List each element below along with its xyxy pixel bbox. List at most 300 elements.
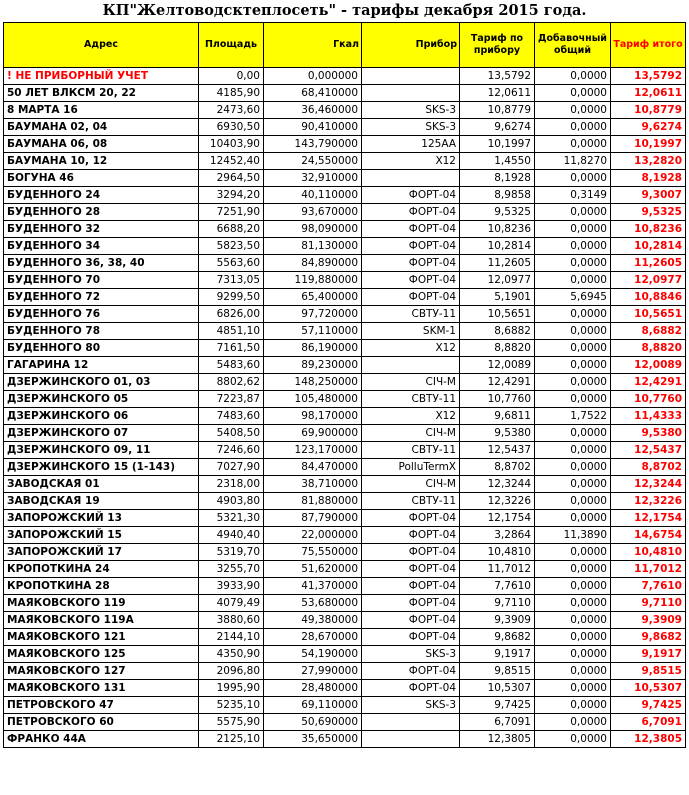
table-row xyxy=(4,306,686,323)
cell-tariff-device: 8,8702 xyxy=(460,459,535,476)
cell-area: 2964,50 xyxy=(199,170,264,187)
cell-device: ФОРТ-04 xyxy=(362,595,460,612)
cell-additional: 0,3149 xyxy=(535,187,611,204)
cell-additional: 0,0000 xyxy=(535,714,611,731)
cell-device: ФОРТ-04 xyxy=(362,204,460,221)
cell-tariff-total: 14,6754 xyxy=(611,527,686,544)
cell-tariff-device: 1,4550 xyxy=(460,153,535,170)
cell-area: 0,00 xyxy=(199,68,264,85)
cell-tariff-total: 8,6882 xyxy=(611,323,686,340)
cell-area: 5823,50 xyxy=(199,238,264,255)
cell-address: МАЯКОВСКОГО 125 xyxy=(4,646,199,663)
cell-area: 2318,00 xyxy=(199,476,264,493)
cell-tariff-total: 9,1917 xyxy=(611,646,686,663)
cell-tariff-total: 12,3244 xyxy=(611,476,686,493)
cell-additional: 0,0000 xyxy=(535,476,611,493)
cell-tariff-device: 6,7091 xyxy=(460,714,535,731)
cell-tariff-device: 7,7610 xyxy=(460,578,535,595)
cell-additional: 0,0000 xyxy=(535,340,611,357)
cell-address: ЗАПОРОЖСКИЙ 15 xyxy=(4,527,199,544)
cell-tariff-device: 9,7425 xyxy=(460,697,535,714)
cell-gcal: 98,090000 xyxy=(264,221,362,238)
table-row xyxy=(4,714,686,731)
cell-address: МАЯКОВСКОГО 119 xyxy=(4,595,199,612)
table-row xyxy=(4,510,686,527)
cell-address: 50 ЛЕТ ВЛКСМ 20, 22 xyxy=(4,85,199,102)
cell-gcal: 81,880000 xyxy=(264,493,362,510)
cell-device: СІЧ-М xyxy=(362,374,460,391)
table-row xyxy=(4,221,686,238)
cell-area: 6688,20 xyxy=(199,221,264,238)
cell-address: ДЗЕРЖИНСКОГО 05 xyxy=(4,391,199,408)
cell-additional: 0,0000 xyxy=(535,442,611,459)
cell-address: КРОПОТКИНА 28 xyxy=(4,578,199,595)
table-row xyxy=(4,204,686,221)
cell-additional: 0,0000 xyxy=(535,323,611,340)
cell-tariff-total: 13,5792 xyxy=(611,68,686,85)
cell-additional: 0,0000 xyxy=(535,697,611,714)
cell-gcal: 90,410000 xyxy=(264,119,362,136)
cell-area: 6930,50 xyxy=(199,119,264,136)
cell-additional: 0,0000 xyxy=(535,272,611,289)
cell-device: СІЧ-М xyxy=(362,476,460,493)
header-tariff-device: Тариф по прибору xyxy=(460,23,535,68)
cell-gcal: 97,720000 xyxy=(264,306,362,323)
cell-address: МАЯКОВСКОГО 131 xyxy=(4,680,199,697)
cell-area: 2125,10 xyxy=(199,731,264,748)
cell-gcal: 84,890000 xyxy=(264,255,362,272)
cell-gcal: 36,460000 xyxy=(264,102,362,119)
cell-address: ЗАВОДСКАЯ 01 xyxy=(4,476,199,493)
cell-tariff-device: 8,1928 xyxy=(460,170,535,187)
cell-tariff-device: 9,3909 xyxy=(460,612,535,629)
cell-gcal: 87,790000 xyxy=(264,510,362,527)
cell-device: ФОРТ-04 xyxy=(362,510,460,527)
cell-tariff-device: 9,5325 xyxy=(460,204,535,221)
cell-device xyxy=(362,85,460,102)
cell-tariff-total: 12,5437 xyxy=(611,442,686,459)
cell-tariff-device: 13,5792 xyxy=(460,68,535,85)
table-row xyxy=(4,408,686,425)
cell-additional: 0,0000 xyxy=(535,136,611,153)
cell-gcal: 41,370000 xyxy=(264,578,362,595)
cell-gcal: 119,880000 xyxy=(264,272,362,289)
cell-device: ФОРТ-04 xyxy=(362,680,460,697)
cell-address: ДЗЕРЖИНСКОГО 07 xyxy=(4,425,199,442)
cell-device: X12 xyxy=(362,408,460,425)
cell-gcal: 65,400000 xyxy=(264,289,362,306)
cell-additional: 0,0000 xyxy=(535,204,611,221)
cell-area: 2473,60 xyxy=(199,102,264,119)
cell-gcal: 98,170000 xyxy=(264,408,362,425)
cell-area: 3294,20 xyxy=(199,187,264,204)
cell-area: 1995,90 xyxy=(199,680,264,697)
cell-address: БУДЕННОГО 80 xyxy=(4,340,199,357)
cell-device: SKS-3 xyxy=(362,102,460,119)
cell-tariff-device: 8,9858 xyxy=(460,187,535,204)
table-row xyxy=(4,493,686,510)
cell-tariff-device: 10,8779 xyxy=(460,102,535,119)
cell-gcal: 69,900000 xyxy=(264,425,362,442)
cell-additional: 0,0000 xyxy=(535,731,611,748)
cell-additional: 0,0000 xyxy=(535,119,611,136)
cell-gcal: 148,250000 xyxy=(264,374,362,391)
cell-gcal: 22,000000 xyxy=(264,527,362,544)
cell-tariff-total: 9,7110 xyxy=(611,595,686,612)
cell-tariff-device: 10,5651 xyxy=(460,306,535,323)
cell-area: 4350,90 xyxy=(199,646,264,663)
cell-gcal: 69,110000 xyxy=(264,697,362,714)
cell-address: БОГУНА 46 xyxy=(4,170,199,187)
cell-device xyxy=(362,170,460,187)
cell-tariff-total: 10,5307 xyxy=(611,680,686,697)
cell-device: PolluTermX xyxy=(362,459,460,476)
cell-area: 7251,90 xyxy=(199,204,264,221)
cell-tariff-device: 9,7110 xyxy=(460,595,535,612)
cell-gcal: 143,790000 xyxy=(264,136,362,153)
cell-gcal: 84,470000 xyxy=(264,459,362,476)
cell-address: БУДЕННОГО 78 xyxy=(4,323,199,340)
cell-tariff-device: 11,7012 xyxy=(460,561,535,578)
cell-gcal: 40,110000 xyxy=(264,187,362,204)
table-row xyxy=(4,391,686,408)
table-row xyxy=(4,527,686,544)
cell-address: ЗАПОРОЖСКИЙ 13 xyxy=(4,510,199,527)
cell-additional: 0,0000 xyxy=(535,306,611,323)
cell-area: 8802,62 xyxy=(199,374,264,391)
cell-tariff-total: 9,7425 xyxy=(611,697,686,714)
table-row xyxy=(4,136,686,153)
cell-gcal: 57,110000 xyxy=(264,323,362,340)
cell-tariff-total: 9,3909 xyxy=(611,612,686,629)
cell-area: 5319,70 xyxy=(199,544,264,561)
cell-additional: 11,8270 xyxy=(535,153,611,170)
cell-address: МАЯКОВСКОГО 119А xyxy=(4,612,199,629)
table-row xyxy=(4,612,686,629)
cell-tariff-device: 5,1901 xyxy=(460,289,535,306)
cell-gcal: 105,480000 xyxy=(264,391,362,408)
cell-device: СВТУ-11 xyxy=(362,391,460,408)
cell-address: ЗАВОДСКАЯ 19 xyxy=(4,493,199,510)
cell-gcal: 86,190000 xyxy=(264,340,362,357)
cell-address: ДЗЕРЖИНСКОГО 09, 11 xyxy=(4,442,199,459)
cell-tariff-device: 12,3805 xyxy=(460,731,535,748)
cell-device xyxy=(362,731,460,748)
table-row xyxy=(4,187,686,204)
cell-tariff-total: 12,1754 xyxy=(611,510,686,527)
cell-additional: 0,0000 xyxy=(535,646,611,663)
table-row xyxy=(4,731,686,748)
cell-device: X12 xyxy=(362,340,460,357)
table-row xyxy=(4,238,686,255)
cell-address: ДЗЕРЖИНСКОГО 15 (1-143) xyxy=(4,459,199,476)
cell-area: 2144,10 xyxy=(199,629,264,646)
table-row xyxy=(4,663,686,680)
cell-tariff-device: 9,8682 xyxy=(460,629,535,646)
cell-address: ФРАНКО 44А xyxy=(4,731,199,748)
cell-tariff-device: 9,1917 xyxy=(460,646,535,663)
cell-tariff-device: 9,6811 xyxy=(460,408,535,425)
table-row xyxy=(4,255,686,272)
table-row xyxy=(4,289,686,306)
table-row xyxy=(4,459,686,476)
cell-address: ПЕТРОВСКОГО 60 xyxy=(4,714,199,731)
cell-tariff-total: 10,2814 xyxy=(611,238,686,255)
cell-tariff-total: 10,8846 xyxy=(611,289,686,306)
cell-area: 3880,60 xyxy=(199,612,264,629)
cell-area: 5563,60 xyxy=(199,255,264,272)
cell-area: 4851,10 xyxy=(199,323,264,340)
cell-tariff-device: 10,2814 xyxy=(460,238,535,255)
cell-tariff-total: 13,2820 xyxy=(611,153,686,170)
cell-tariff-device: 10,7760 xyxy=(460,391,535,408)
cell-additional: 11,3890 xyxy=(535,527,611,544)
table-header-row xyxy=(4,23,686,68)
table-row xyxy=(4,697,686,714)
cell-tariff-total: 8,8820 xyxy=(611,340,686,357)
cell-area: 5321,30 xyxy=(199,510,264,527)
cell-address: БУДЕННОГО 70 xyxy=(4,272,199,289)
cell-area: 4940,40 xyxy=(199,527,264,544)
cell-tariff-device: 9,8515 xyxy=(460,663,535,680)
cell-additional: 0,0000 xyxy=(535,680,611,697)
table-row xyxy=(4,272,686,289)
cell-device: SKM-1 xyxy=(362,323,460,340)
cell-tariff-device: 9,6274 xyxy=(460,119,535,136)
cell-additional: 0,0000 xyxy=(535,221,611,238)
table-row xyxy=(4,323,686,340)
cell-gcal: 54,190000 xyxy=(264,646,362,663)
table-row xyxy=(4,680,686,697)
cell-address: БАУМАНА 10, 12 xyxy=(4,153,199,170)
cell-gcal: 68,410000 xyxy=(264,85,362,102)
cell-additional: 0,0000 xyxy=(535,238,611,255)
cell-area: 6826,00 xyxy=(199,306,264,323)
cell-gcal: 53,680000 xyxy=(264,595,362,612)
cell-device: X12 xyxy=(362,153,460,170)
cell-tariff-device: 12,0977 xyxy=(460,272,535,289)
cell-area: 5235,10 xyxy=(199,697,264,714)
cell-tariff-device: 3,2864 xyxy=(460,527,535,544)
cell-device: ФОРТ-04 xyxy=(362,663,460,680)
cell-additional: 0,0000 xyxy=(535,595,611,612)
cell-area: 10403,90 xyxy=(199,136,264,153)
cell-device xyxy=(362,68,460,85)
table-row xyxy=(4,442,686,459)
cell-additional: 0,0000 xyxy=(535,493,611,510)
page-title: КП"Желтоводсктеплосеть" - тарифы декабря 2015 года. xyxy=(102,2,587,19)
cell-address: КРОПОТКИНА 24 xyxy=(4,561,199,578)
cell-gcal: 0,000000 xyxy=(264,68,362,85)
cell-additional: 0,0000 xyxy=(535,102,611,119)
cell-device: ФОРТ-04 xyxy=(362,629,460,646)
cell-additional: 0,0000 xyxy=(535,68,611,85)
cell-additional: 0,0000 xyxy=(535,459,611,476)
cell-additional: 0,0000 xyxy=(535,629,611,646)
cell-tariff-total: 9,5380 xyxy=(611,425,686,442)
cell-tariff-device: 10,4810 xyxy=(460,544,535,561)
table-row xyxy=(4,425,686,442)
cell-area: 7223,87 xyxy=(199,391,264,408)
cell-address: БУДЕННОГО 32 xyxy=(4,221,199,238)
cell-area: 5483,60 xyxy=(199,357,264,374)
cell-address: ЗАПОРОЖСКИЙ 17 xyxy=(4,544,199,561)
cell-additional: 0,0000 xyxy=(535,391,611,408)
cell-gcal: 89,230000 xyxy=(264,357,362,374)
cell-tariff-total: 9,3007 xyxy=(611,187,686,204)
cell-area: 3933,90 xyxy=(199,578,264,595)
cell-area: 7027,90 xyxy=(199,459,264,476)
cell-gcal: 38,710000 xyxy=(264,476,362,493)
cell-device: ФОРТ-04 xyxy=(362,187,460,204)
cell-gcal: 93,670000 xyxy=(264,204,362,221)
cell-device: ФОРТ-04 xyxy=(362,255,460,272)
cell-tariff-total: 8,8702 xyxy=(611,459,686,476)
cell-tariff-device: 11,2605 xyxy=(460,255,535,272)
cell-device: ФОРТ-04 xyxy=(362,612,460,629)
cell-tariff-total: 12,3226 xyxy=(611,493,686,510)
cell-gcal: 24,550000 xyxy=(264,153,362,170)
cell-tariff-device: 10,8236 xyxy=(460,221,535,238)
table-row xyxy=(4,153,686,170)
cell-gcal: 75,550000 xyxy=(264,544,362,561)
cell-address: БУДЕННОГО 36, 38, 40 xyxy=(4,255,199,272)
cell-address: БУДЕННОГО 72 xyxy=(4,289,199,306)
cell-tariff-total: 9,5325 xyxy=(611,204,686,221)
cell-area: 7313,05 xyxy=(199,272,264,289)
cell-tariff-total: 8,1928 xyxy=(611,170,686,187)
cell-address: БАУМАНА 02, 04 xyxy=(4,119,199,136)
cell-address: БУДЕННОГО 28 xyxy=(4,204,199,221)
cell-tariff-total: 6,7091 xyxy=(611,714,686,731)
table-row xyxy=(4,646,686,663)
cell-area: 4903,80 xyxy=(199,493,264,510)
cell-gcal: 28,670000 xyxy=(264,629,362,646)
cell-gcal: 123,170000 xyxy=(264,442,362,459)
cell-device: ФОРТ-04 xyxy=(362,527,460,544)
cell-address: МАЯКОВСКОГО 127 xyxy=(4,663,199,680)
header-area: Площадь xyxy=(199,23,264,68)
table-row xyxy=(4,578,686,595)
cell-area: 7483,60 xyxy=(199,408,264,425)
table-row xyxy=(4,595,686,612)
cell-gcal: 50,690000 xyxy=(264,714,362,731)
cell-tariff-device: 12,3244 xyxy=(460,476,535,493)
cell-additional: 0,0000 xyxy=(535,578,611,595)
cell-tariff-device: 12,3226 xyxy=(460,493,535,510)
cell-additional: 0,0000 xyxy=(535,510,611,527)
cell-address: ПЕТРОВСКОГО 47 xyxy=(4,697,199,714)
cell-tariff-total: 10,4810 xyxy=(611,544,686,561)
cell-address: ДЗЕРЖИНСКОГО 06 xyxy=(4,408,199,425)
cell-device: 125AA xyxy=(362,136,460,153)
cell-tariff-total: 12,0089 xyxy=(611,357,686,374)
cell-tariff-total: 10,5651 xyxy=(611,306,686,323)
cell-tariff-total: 9,6274 xyxy=(611,119,686,136)
cell-tariff-device: 8,8820 xyxy=(460,340,535,357)
cell-additional: 0,0000 xyxy=(535,425,611,442)
table-row xyxy=(4,68,686,85)
cell-address: БАУМАНА 06, 08 xyxy=(4,136,199,153)
cell-address: ! НЕ ПРИБОРНЫЙ УЧЕТ xyxy=(4,68,199,85)
cell-area: 12452,40 xyxy=(199,153,264,170)
cell-area: 7161,50 xyxy=(199,340,264,357)
cell-device xyxy=(362,714,460,731)
header-address: Адрес xyxy=(4,23,199,68)
cell-device: ФОРТ-04 xyxy=(362,561,460,578)
cell-gcal: 51,620000 xyxy=(264,561,362,578)
cell-tariff-total: 12,4291 xyxy=(611,374,686,391)
cell-additional: 0,0000 xyxy=(535,357,611,374)
cell-additional: 0,0000 xyxy=(535,663,611,680)
cell-additional: 0,0000 xyxy=(535,544,611,561)
table-row xyxy=(4,544,686,561)
cell-address: БУДЕННОГО 24 xyxy=(4,187,199,204)
table-row xyxy=(4,119,686,136)
header-device: Прибор xyxy=(362,23,460,68)
header-additional: Добавочный общий xyxy=(535,23,611,68)
cell-tariff-device: 8,6882 xyxy=(460,323,535,340)
table-row xyxy=(4,374,686,391)
cell-gcal: 28,480000 xyxy=(264,680,362,697)
cell-device: ФОРТ-04 xyxy=(362,238,460,255)
cell-gcal: 81,130000 xyxy=(264,238,362,255)
cell-tariff-total: 9,8682 xyxy=(611,629,686,646)
cell-area: 5575,90 xyxy=(199,714,264,731)
cell-area: 4079,49 xyxy=(199,595,264,612)
cell-tariff-device: 12,1754 xyxy=(460,510,535,527)
cell-device xyxy=(362,357,460,374)
cell-address: БУДЕННОГО 34 xyxy=(4,238,199,255)
cell-tariff-total: 9,8515 xyxy=(611,663,686,680)
cell-tariff-total: 12,3805 xyxy=(611,731,686,748)
cell-device: СВТУ-11 xyxy=(362,493,460,510)
cell-tariff-total: 11,4333 xyxy=(611,408,686,425)
cell-address: ГАГАРИНА 12 xyxy=(4,357,199,374)
cell-additional: 0,0000 xyxy=(535,255,611,272)
cell-address: МАЯКОВСКОГО 121 xyxy=(4,629,199,646)
table-row xyxy=(4,85,686,102)
cell-gcal: 32,910000 xyxy=(264,170,362,187)
cell-additional: 1,7522 xyxy=(535,408,611,425)
cell-tariff-total: 10,7760 xyxy=(611,391,686,408)
cell-tariff-device: 12,0611 xyxy=(460,85,535,102)
cell-tariff-device: 10,1997 xyxy=(460,136,535,153)
cell-area: 9299,50 xyxy=(199,289,264,306)
cell-tariff-total: 10,8779 xyxy=(611,102,686,119)
table-row xyxy=(4,340,686,357)
cell-device: SKS-3 xyxy=(362,119,460,136)
cell-area: 7246,60 xyxy=(199,442,264,459)
cell-tariff-total: 7,7610 xyxy=(611,578,686,595)
cell-device: СВТУ-11 xyxy=(362,306,460,323)
cell-tariff-total: 11,2605 xyxy=(611,255,686,272)
cell-additional: 0,0000 xyxy=(535,374,611,391)
cell-address: БУДЕННОГО 76 xyxy=(4,306,199,323)
cell-area: 4185,90 xyxy=(199,85,264,102)
cell-tariff-total: 10,8236 xyxy=(611,221,686,238)
cell-device: ФОРТ-04 xyxy=(362,544,460,561)
cell-gcal: 35,650000 xyxy=(264,731,362,748)
cell-area: 5408,50 xyxy=(199,425,264,442)
cell-tariff-total: 11,7012 xyxy=(611,561,686,578)
cell-tariff-device: 12,5437 xyxy=(460,442,535,459)
cell-gcal: 49,380000 xyxy=(264,612,362,629)
cell-additional: 0,0000 xyxy=(535,85,611,102)
table-row xyxy=(4,629,686,646)
cell-tariff-device: 12,0089 xyxy=(460,357,535,374)
cell-tariff-device: 9,5380 xyxy=(460,425,535,442)
